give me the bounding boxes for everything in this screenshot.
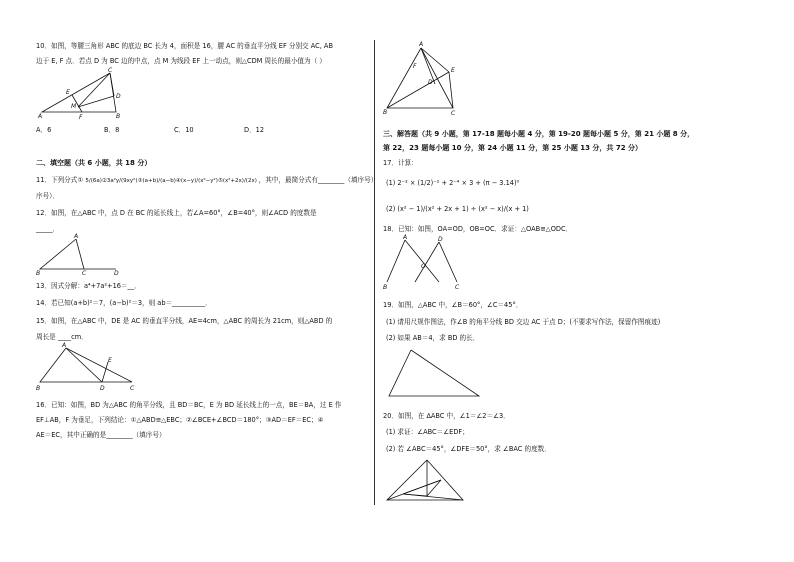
q11-line1 (36, 176, 377, 185)
fig16-label-d: D (428, 79, 433, 86)
section3-heading-line1: 三、解答题（共 9 小题，第 17-18 题每小题 4 分，第 19-20 题每小题 5 分，第 21 小题 8 分， (383, 130, 695, 138)
fig15-label-a: A (62, 342, 67, 349)
q19-part2: (2) 如果 AB＝4，求 BD 的长． (386, 334, 480, 342)
section3-heading-line2: 第 22，23 题每小题 10 分，第 24 小题 11 分，第 25 小题 13 分，共 72 分） (383, 144, 643, 152)
fig16-label-f: F (413, 63, 417, 70)
q16-line3: AE＝EC，其中正确的是________（填序号） (36, 431, 166, 439)
q12-line1: 12．如图，在△ABC 中，点 D 在 BC 的延长线上，若∠A=60°，∠B=40°，则∠ACD 的度数是 (36, 209, 317, 217)
q16-figure (383, 38, 473, 116)
q11-fraction-1: 5/(6a) (85, 178, 102, 184)
q20-part2: (2) 若 ∠ABC＝45°，∠DFE＝50°，求 ∠BAC 的度数． (386, 445, 551, 453)
fig12-label-a: A (74, 233, 79, 240)
q11-fraction-5: (x²+2x)/(2x) (222, 178, 257, 184)
fig18-label-d: D (438, 236, 443, 243)
q19: 19．如图，△ABC 中，∠B＝60°，∠C＝45°． (383, 301, 523, 309)
fig10-label-a: A (38, 113, 43, 120)
q11-fractions: 5/(6a)②3a²y/(9xy²)③(a+b)/(a−b)④(x−y)/(x²−y²)⑤(x²+2x)/(2x) (85, 178, 257, 184)
fig10-label-d: D (116, 93, 121, 100)
q19-figure (383, 346, 493, 402)
fig18-label-o: O (421, 263, 426, 270)
q11-fraction-4: (x−y)/(x²−y²) (180, 178, 218, 184)
q20-part1: (1) 求证：∠ABC＝∠EDF； (386, 428, 469, 436)
q10-figure (38, 67, 128, 121)
fig10-label-m: M (71, 103, 77, 110)
q15-line2: 周长是 ____cm． (36, 333, 88, 341)
q11-rest: ，其中，最简分式有________（填序号） (258, 176, 378, 184)
column-divider (374, 40, 375, 505)
q10-option-d: D．12 (244, 126, 265, 134)
q16-line2: EF⊥AB，F 为垂足，下列结论：①△ABD≌△EBC；②∠BCE+∠BCD＝180°；③AD＝EF＝EC；④ (36, 416, 324, 424)
q11-line2: 序号）． (36, 192, 60, 200)
q11-fraction-2: 3a²y/(9xy²) (106, 178, 138, 184)
q16-line1: 16．已知：如图，BD 为△ABC 的角平分线，且 BD＝BC，E 为 BD 延长线上的一点，BE＝BA，过 E 作 (36, 401, 342, 409)
fig15-label-c: C (130, 385, 135, 392)
fig10-label-f: F (79, 114, 83, 121)
q15-figure (36, 342, 136, 392)
q17: 17．计算： (383, 159, 418, 167)
fig18-label-c: C (455, 284, 460, 291)
q17-part2: (2) (x² − 1)/(x² + 2x + 1) ÷ (x² − x)/(x + 1) (386, 205, 529, 213)
fig12-label-b: B (36, 270, 41, 277)
fig12-label-d: D (114, 270, 119, 277)
q10-option-b: B．8 (104, 126, 120, 134)
fig10-label-c: C (108, 67, 113, 74)
fig16-label-c: C (451, 110, 456, 117)
q10-option-a: A．6 (36, 126, 52, 134)
q13: 13．因式分解：a⁴+7a²+16＝__． (36, 282, 141, 290)
q18: 18．已知：如图，OA=OD，OB=OC．求证：△OAB≌△ODC． (383, 225, 573, 233)
q11-fraction-3: (a+b)/(a−b) (142, 178, 176, 184)
q11-prefix: 11．下列分式① (36, 176, 84, 184)
q10-line1: 10．如图，等腰三角形 ABC 的底边 BC 长为 4，面积是 16，腰 AC 的垂直平分线 EF 分别交 AC, AB (36, 42, 333, 50)
fig10-label-e: E (66, 89, 70, 96)
q15-line1: 15．如图，在△ABC 中，DE 是 AC 的垂直平分线，AE=4cm，△ABC 的周长为 21cm，则△ABD 的 (36, 317, 333, 325)
q10-option-c: C．10 (174, 126, 194, 134)
fig18-label-a: A (403, 234, 408, 241)
fig15-label-b: B (36, 385, 41, 392)
q17-part1: (1) 2⁻² × (1/2)⁻² + 2⁻⁴ × 3 + (π − 3.14)⁰ (386, 179, 520, 187)
section2-heading: 二、填空题（共 6 小题，共 18 分） (36, 159, 152, 167)
fig16-label-b: B (383, 109, 388, 116)
fig15-label-e: E (108, 357, 112, 364)
q14: 14．若已知(a+b)²＝7，(a−b)²＝3，则 ab＝__________． (36, 299, 212, 307)
q18-figure (383, 234, 463, 290)
q12-line2: _____． (36, 225, 60, 233)
q20-figure (383, 458, 473, 504)
fig16-label-e: E (451, 67, 455, 74)
q19-part1: (1) 请用尺规作图法，作∠B 的角平分线 BD 交边 AC 于点 D；(不要求写作法，保留作图痕迹) (386, 318, 661, 326)
fig18-label-b: B (383, 284, 388, 291)
fig15-label-d: D (100, 385, 105, 392)
fig12-label-c: C (82, 270, 87, 277)
fig16-label-a: A (419, 41, 424, 48)
fig10-label-b: B (116, 113, 121, 120)
q20: 20．如图，在 ∆ABC 中，∠1＝∠2＝∠3． (383, 412, 510, 420)
q12-figure (36, 235, 126, 275)
q10-line2: 边于 E, F 点．若点 D 为 BC 边的中点，点 M 为线段 EF 上一动点，则△CDM 周长的最小值为（ ） (36, 57, 326, 65)
